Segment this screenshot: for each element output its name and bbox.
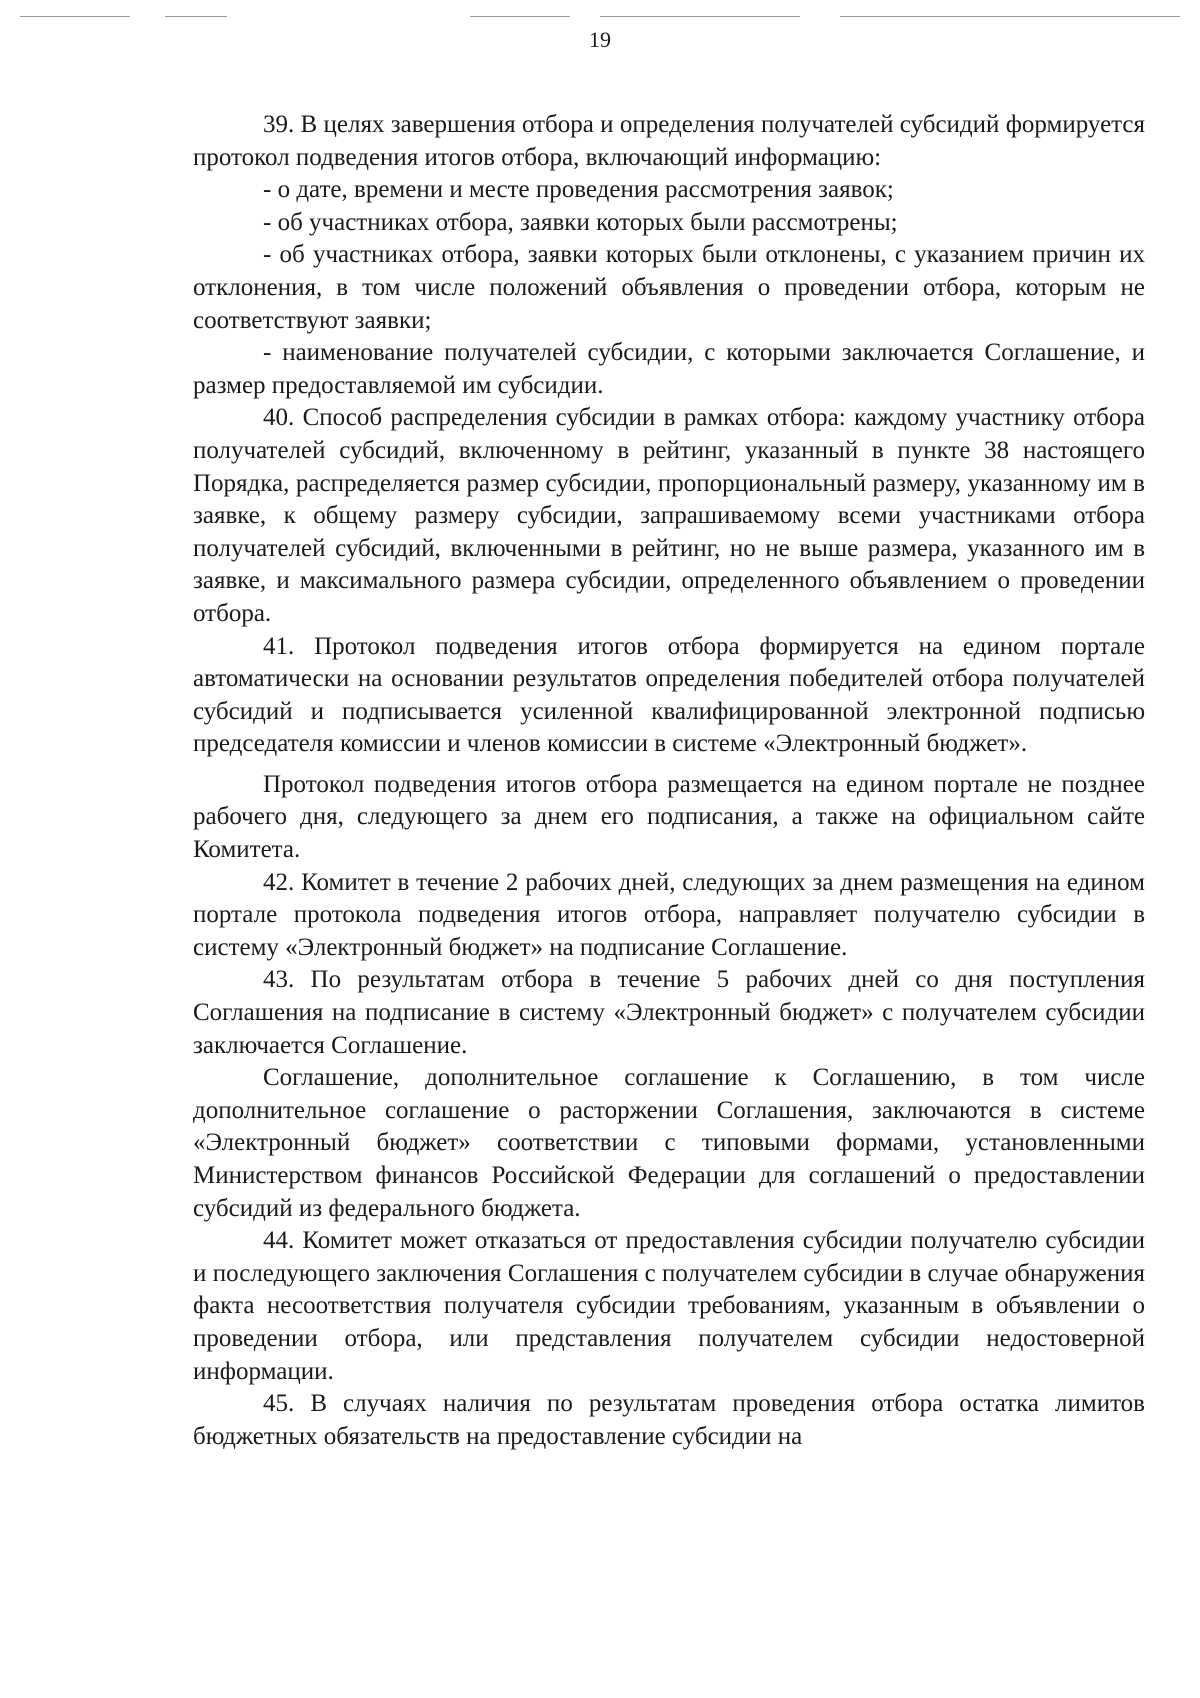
paragraph-41-continued: Протокол подведения итогов отбора размещается на едином портале не позднее рабочего дня, следующего за днем его подписания, а также на официальном сайте Комитета. [193, 770, 1145, 864]
page-number: 19 [589, 27, 611, 52]
document-body [193, 109, 1145, 1453]
paragraph-39: 39. В целях завершения отбора и определения получателей субсидий формируется протокол подведения итогов отбора, включающий информацию: [193, 111, 1145, 171]
paragraph-43: 43. По результатам отбора в течение 5 рабочих дней со дня поступления Соглашения на подписание в систему «Электронный бюджет» с получателем субсидии заключается Соглашение. [193, 966, 1145, 1059]
paragraph-41: 41. Протокол подведения итогов отбора формируется на едином портале автоматически на основании результатов определения победителей отбора получателей субсидий и подписывается усиленной квалифицированной электронной подписью председателя комиссии и членов комиссии в системе «Электронный бюджет». [193, 632, 1145, 758]
paragraph-42: 42. Комитет в течение 2 рабочих дней, следующих за днем размещения на едином портале протокола подведения итогов отбора, направляет получателю субсидии в систему «Электронный бюджет» на подписание Соглашение. [193, 868, 1145, 961]
list-item-recipients: - наименование получателей субсидии, с которыми заключается Соглашение, и размер предоставляемой им субсидии. [193, 339, 1145, 399]
paragraph-45: 45. В случаях наличия по результатам проведения отбора остатка лимитов бюджетных обязательств на предоставление субсидии на [193, 1390, 1145, 1450]
paragraph-43-continued: Соглашение, дополнительное соглашение к Соглашению, в том числе дополнительное соглашение о расторжении Соглашения, заключаются в системе «Электронный бюджет» соответствии с типовыми формами, установленными Министерством финансов Российской Федерации для соглашений о предоставлении субсидий из федерального бюджета. [193, 1064, 1145, 1222]
list-item-rejected-applications: - об участниках отбора, заявки которых были отклонены, с указанием причин их отклонения, в том числе положений объявления о проведении отбора, которым не соответствуют заявки; [193, 241, 1145, 334]
list-item-reviewed-applications: - об участниках отбора, заявки которых были рассмотрены; [263, 208, 898, 236]
paragraph-44: 44. Комитет может отказаться от предоставления субсидии получателю субсидии и последующего заключения Соглашения с получателем субсидии в случае обнаружения факта несоответствия получателя субсидии требованиям, указанным в объявлении о проведении отбора, или представления получателем субсидии недостоверной информации. [193, 1227, 1145, 1385]
list-item-date-time-place: - о дате, времени и месте проведения рассмотрения заявок; [263, 176, 894, 204]
scan-edge-lines [0, 16, 1200, 20]
paragraph-40: 40. Способ распределения субсидии в рамках отбора: каждому участнику отбора получателей субсидий, включенному в рейтинг, указанный в пункте 38 настоящего Порядка, распределяется размер субсидии, пропорциональный размеру, указанному им в заявке, к общему размеру субсидии, запрашиваемому всеми участниками отбора получателей субсидий, включенными в рейтинг, но не выше размера, указанного им в заявке, и максимального размера субсидии, определенного объявлением о проведении отбора. [193, 404, 1145, 627]
